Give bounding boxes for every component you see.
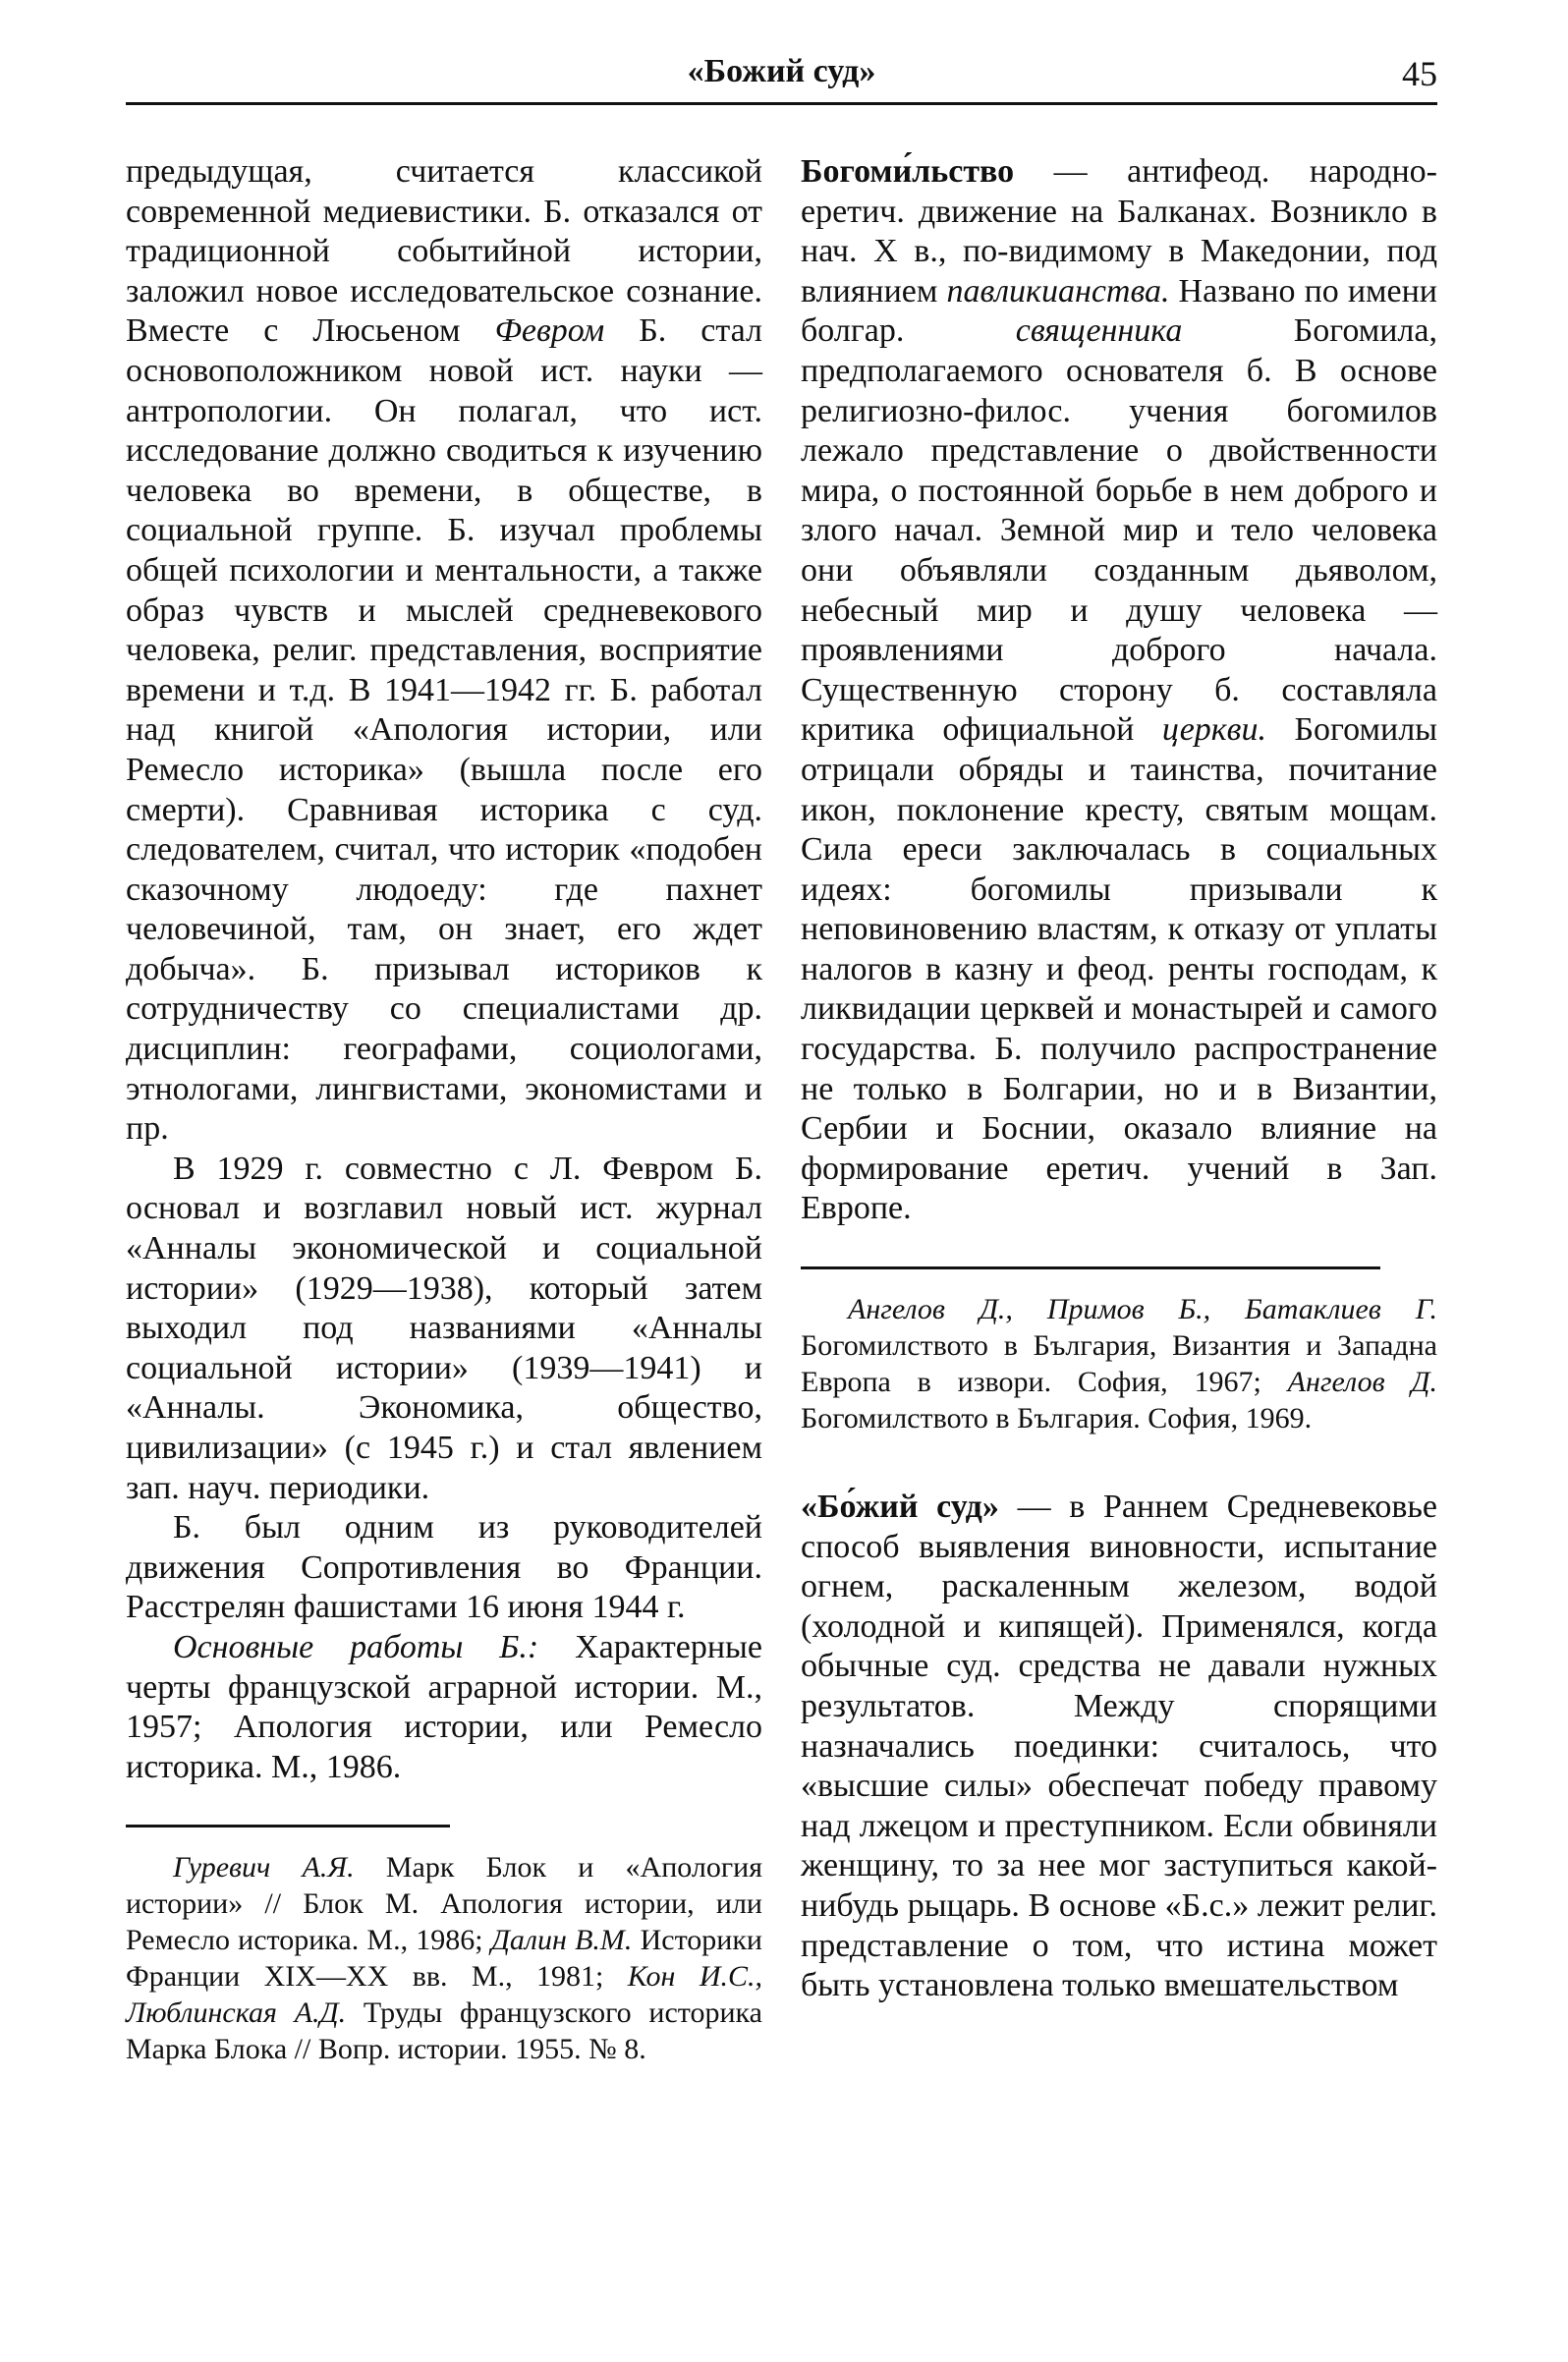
cross-reference: Февром	[494, 312, 605, 350]
headword: «Бо́жий суд»	[801, 1489, 999, 1526]
main-works: Основные работы Б.: Характерные черты французской аграрной истории. М., 1957; Апология истории, или Ремесло историка. М., 1986.	[126, 1628, 762, 1785]
page-number: 45	[1402, 54, 1437, 93]
bibliography-divider	[126, 1825, 450, 1828]
cross-reference: священника	[1015, 312, 1183, 350]
bibliography: Ангелов Д., Примов Б., Батаклиев Г. Богомилството в България, Византия и Западна Европа в извори. София, 1967; Ангелов Д. Богомилството в България. София, 1969.	[801, 1293, 1437, 1435]
left-column	[126, 152, 762, 2067]
headword: Богоми́льство	[801, 153, 1015, 190]
cross-reference: павликианства.	[946, 272, 1170, 309]
paragraph: «Бо́жий суд» — в Раннем Средневековье способ выявления виновности, испытание огнем, раскаленным железом, водой (холодной и кипящей). Применялся, когда обычные суд. средства не давали нужных результатов. Между спорящими назначались поединки: считалось, что «высшие силы» обеспечат победу правому над лжецом и преступником. Если обвиняли женщину, то за нее мог заступиться какой-нибудь рыцарь. В основе «Б.с.» лежит религ. представление о том, что истина может быть установлена только вмешательством	[801, 1489, 1438, 2004]
cross-reference: церкви.	[1161, 711, 1266, 749]
entry-gap	[801, 1436, 1437, 1488]
bibliography-divider	[801, 1266, 1380, 1269]
paragraph: В 1929 г. совместно с Л. Февром Б. основал и возглавил новый ист. журнал «Анналы экономической и социальной истории» (1929—1938), который затем выходил под названиями «Анналы социальной истории» (1939—1941) и «Анналы. Экономика, общество, цивилизации» (с 1945 г.) и стал явлением зап. науч. периодики.	[126, 1150, 762, 1506]
page-header	[126, 39, 1437, 105]
paragraph: предыдущая, считается классикой современной медиевистики. Б. отказался от традиционной событийной истории, заложил новое исследовательское сознание. Вместе с Люсьеном Февром Б. стал основоположником новой ист. науки — антропологии. Он полагал, что ист. исследование должно сводиться к изучению человека во времени, в обществе, в социальной группе. Б. изучал проблемы общей психологии и ментальности, а также образ чувств и мыслей средневекового человека, религ. представления, восприятие времени и т.д. В 1941—1942 гг. Б. работал над книгой «Апология истории, или Ремесло историка» (вышла после его смерти). Сравнивая историка с суд. следователем, считал, что историк «подобен сказочному людоеду: где пахнет человечиной, там, он знает, его ждет добыча». Б. призывал историков к сотрудничеству со специалистами др. дисциплин: географами, социологами, этнологами, лингвистами, экономистами и пр.	[126, 153, 762, 1148]
main-works-label: Основные работы Б.:	[173, 1628, 539, 1665]
bibliography: Гуревич А.Я. Марк Блок и «Апология истории» // Блок М. Апология истории, или Ремесло историка. М., 1986; Далин В.М. Историки Франции XIX—XX вв. М., 1981; Кон И.С., Люблинская А.Д. Труды французского историка Марка Блока // Вопр. истории. 1955. № 8.	[126, 1851, 763, 2066]
right-column	[801, 152, 1437, 2006]
ordeal-article	[801, 1488, 1437, 2006]
paragraph: Б. был одним из руководителей движения Сопротивления во Франции. Расстрелян фашистами 16 июня 1944 г.	[126, 1509, 762, 1626]
running-title: «Божий суд»	[687, 53, 876, 89]
paragraph: Богоми́льство — антифеод. народно-еретич. движение на Балканах. Возникло в нач. X в., по-видимому в Македонии, под влиянием павликианства. Названо по имени болгар. священника Богомила, предполагаемого основателя б. В основе религиозно-филос. учения богомилов лежало представление о двойственности мира, о постоянной борьбе в нем доброго и злого начал. Земной мир и тело человека они объявляли созданным дьяволом, небесный мир и душу человека — проявлениями доброго начала. Существенную сторону б. составляла критика официальной церкви. Богомилы отрицали обряды и таинства, почитание икон, поклонение кресту, святым мощам. Сила ереси заключалась в социальных идеях: богомилы призывали к неповиновению властям, к отказу от уплаты налогов в казну и феод. ренты господам, к ликвидации церквей и монастырей и самого государства. Б. получило распространение не только в Болгарии, но и в Византии, Сербии и Боснии, оказало влияние на формирование еретич. учений в Зап. Европе.	[801, 153, 1438, 1227]
bloch-article-continuation	[126, 152, 762, 1787]
bogomilism-article	[801, 152, 1437, 1229]
